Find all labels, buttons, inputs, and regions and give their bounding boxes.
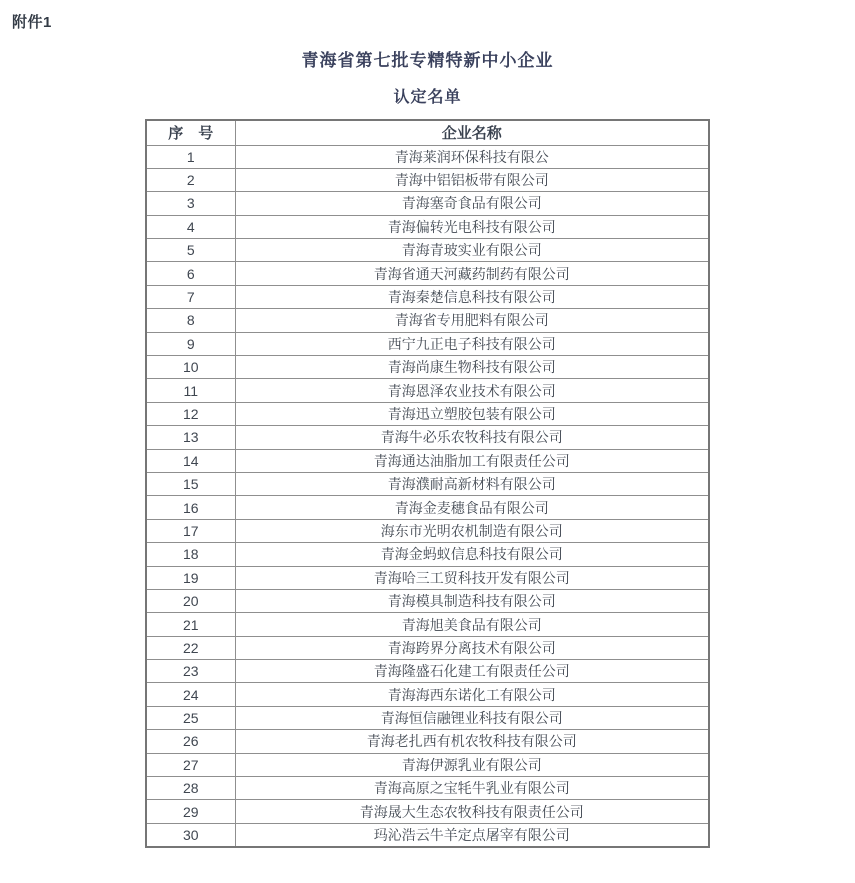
serial-number-cell: 23 bbox=[146, 660, 235, 683]
enterprise-name-cell: 青海哈三工贸科技开发有限公司 bbox=[235, 566, 709, 589]
enterprise-name-cell: 青海青玻实业有限公司 bbox=[235, 239, 709, 262]
enterprise-name-cell: 青海省通天河藏药制药有限公司 bbox=[235, 262, 709, 285]
table-row bbox=[146, 519, 709, 542]
table-header-row bbox=[146, 120, 709, 145]
table-row bbox=[146, 356, 709, 379]
table-row bbox=[146, 145, 709, 168]
table-row bbox=[146, 613, 709, 636]
enterprise-name-cell: 青海金蚂蚁信息科技有限公司 bbox=[235, 543, 709, 566]
enterprise-name-cell: 青海莱润环保科技有限公 bbox=[235, 145, 709, 168]
enterprise-name-cell: 青海迅立塑胶包装有限公司 bbox=[235, 402, 709, 425]
enterprise-name-cell: 青海伊源乳业有限公司 bbox=[235, 753, 709, 776]
serial-number-cell: 21 bbox=[146, 613, 235, 636]
serial-number-cell: 17 bbox=[146, 519, 235, 542]
serial-number-cell: 18 bbox=[146, 543, 235, 566]
serial-number-cell: 2 bbox=[146, 168, 235, 191]
table-row bbox=[146, 543, 709, 566]
table-row bbox=[146, 449, 709, 472]
serial-number-cell: 12 bbox=[146, 402, 235, 425]
table-row bbox=[146, 215, 709, 238]
enterprise-name-cell: 西宁九正电子科技有限公司 bbox=[235, 332, 709, 355]
serial-number-cell: 20 bbox=[146, 589, 235, 612]
table-row bbox=[146, 730, 709, 753]
document-title: 青海省第七批专精特新中小企业 bbox=[301, 51, 554, 70]
serial-number-cell: 8 bbox=[146, 309, 235, 332]
enterprise-name-cell: 青海模具制造科技有限公司 bbox=[235, 589, 709, 612]
enterprise-name-cell: 青海老扎西有机农牧科技有限公司 bbox=[235, 730, 709, 753]
table-row bbox=[146, 566, 709, 589]
serial-number-cell: 10 bbox=[146, 356, 235, 379]
table-row bbox=[146, 426, 709, 449]
table-row bbox=[146, 589, 709, 612]
serial-number-cell: 27 bbox=[146, 753, 235, 776]
enterprise-name-cell: 青海海西东诺化工有限公司 bbox=[235, 683, 709, 706]
table-row bbox=[146, 168, 709, 191]
serial-number-cell: 7 bbox=[146, 285, 235, 308]
serial-number-cell: 24 bbox=[146, 683, 235, 706]
serial-number-cell: 29 bbox=[146, 800, 235, 823]
enterprise-name-cell: 海东市光明农机制造有限公司 bbox=[235, 519, 709, 542]
serial-number-cell: 16 bbox=[146, 496, 235, 519]
serial-number-cell: 28 bbox=[146, 777, 235, 800]
enterprise-name-cell: 青海旭美食品有限公司 bbox=[235, 613, 709, 636]
enterprise-name-cell: 青海牛必乐农牧科技有限公司 bbox=[235, 426, 709, 449]
column-header-enterprise-name: 企业名称 bbox=[235, 120, 709, 145]
serial-number-cell: 5 bbox=[146, 239, 235, 262]
document-subtitle: 认定名单 bbox=[393, 89, 462, 106]
table-row bbox=[146, 402, 709, 425]
serial-number-cell: 13 bbox=[146, 426, 235, 449]
serial-number-cell: 15 bbox=[146, 472, 235, 495]
enterprise-name-cell: 青海中铝铝板带有限公司 bbox=[235, 168, 709, 191]
enterprise-name-cell: 青海隆盛石化建工有限责任公司 bbox=[235, 660, 709, 683]
serial-number-cell: 4 bbox=[146, 215, 235, 238]
enterprise-name-cell: 青海秦楚信息科技有限公司 bbox=[235, 285, 709, 308]
table-row bbox=[146, 309, 709, 332]
table-row bbox=[146, 683, 709, 706]
enterprise-name-cell: 青海高原之宝牦牛乳业有限公司 bbox=[235, 777, 709, 800]
serial-number-cell: 19 bbox=[146, 566, 235, 589]
enterprise-name-cell: 青海恒信融锂业科技有限公司 bbox=[235, 706, 709, 729]
serial-number-cell: 3 bbox=[146, 192, 235, 215]
table-row bbox=[146, 660, 709, 683]
enterprise-name-cell: 青海通达油脂加工有限责任公司 bbox=[235, 449, 709, 472]
serial-number-cell: 6 bbox=[146, 262, 235, 285]
serial-number-cell: 30 bbox=[146, 823, 235, 846]
enterprise-name-cell: 青海金麦穗食品有限公司 bbox=[235, 496, 709, 519]
table-row bbox=[146, 239, 709, 262]
table-row bbox=[146, 753, 709, 776]
enterprise-list-table bbox=[145, 119, 710, 848]
table-row bbox=[146, 636, 709, 659]
serial-number-cell: 11 bbox=[146, 379, 235, 402]
table-row bbox=[146, 379, 709, 402]
enterprise-name-cell: 青海跨界分离技术有限公司 bbox=[235, 636, 709, 659]
serial-number-cell: 1 bbox=[146, 145, 235, 168]
table-row bbox=[146, 192, 709, 215]
serial-number-cell: 9 bbox=[146, 332, 235, 355]
serial-number-cell: 22 bbox=[146, 636, 235, 659]
enterprise-name-cell: 青海塞奇食品有限公司 bbox=[235, 192, 709, 215]
table-row bbox=[146, 800, 709, 823]
enterprise-name-cell: 青海偏转光电科技有限公司 bbox=[235, 215, 709, 238]
attachment-label: 附件1 bbox=[12, 14, 52, 31]
table-row bbox=[146, 262, 709, 285]
enterprise-name-cell: 青海晟大生态农牧科技有限责任公司 bbox=[235, 800, 709, 823]
table-row bbox=[146, 332, 709, 355]
serial-number-cell: 26 bbox=[146, 730, 235, 753]
column-header-serial-number: 序 号 bbox=[146, 120, 235, 145]
serial-number-cell: 25 bbox=[146, 706, 235, 729]
enterprise-name-cell: 青海尚康生物科技有限公司 bbox=[235, 356, 709, 379]
enterprise-name-cell: 青海省专用肥料有限公司 bbox=[235, 309, 709, 332]
table-body bbox=[146, 145, 709, 847]
table-row bbox=[146, 285, 709, 308]
table-row bbox=[146, 823, 709, 846]
table-row bbox=[146, 706, 709, 729]
enterprise-name-cell: 青海濮耐高新材料有限公司 bbox=[235, 472, 709, 495]
table-row bbox=[146, 472, 709, 495]
enterprise-name-cell: 玛沁浩云牛羊定点屠宰有限公司 bbox=[235, 823, 709, 846]
table-row bbox=[146, 496, 709, 519]
table-row bbox=[146, 777, 709, 800]
serial-number-cell: 14 bbox=[146, 449, 235, 472]
enterprise-name-cell: 青海恩泽农业技术有限公司 bbox=[235, 379, 709, 402]
